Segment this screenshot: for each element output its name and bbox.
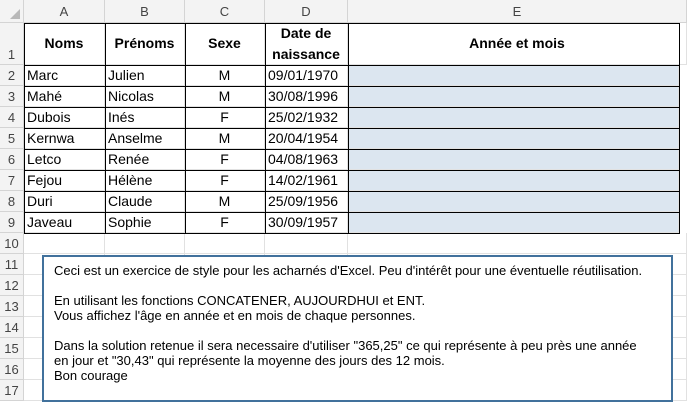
row-header-3[interactable]: 3 <box>0 86 24 107</box>
column-header-c[interactable]: C <box>185 0 265 23</box>
cell-nom[interactable]: Marc <box>24 65 105 86</box>
table-border-line <box>679 23 680 234</box>
cell-prenom[interactable]: Renée <box>105 149 185 170</box>
row-header-14[interactable]: 14 <box>0 317 24 338</box>
cell-annee-et-mois[interactable] <box>348 170 679 191</box>
cell-sexe[interactable]: M <box>185 128 265 149</box>
cell-annee-et-mois[interactable] <box>348 149 679 170</box>
cell-e10[interactable] <box>348 233 687 254</box>
cell-annee-et-mois[interactable] <box>348 191 679 212</box>
cell-date[interactable]: 25/02/1932 <box>265 107 348 128</box>
row-header-6[interactable]: 6 <box>0 149 24 170</box>
select-all-corner[interactable] <box>0 0 24 23</box>
cell-annee-et-mois[interactable] <box>348 86 679 107</box>
text-box[interactable] <box>42 255 673 402</box>
cell-prenom[interactable]: Julien <box>105 65 185 86</box>
textbox-line: En utilisant les fonctions CONCATENER, AUJOURDHUI et ENT. <box>54 293 426 308</box>
cell-annee-et-mois[interactable] <box>348 212 679 233</box>
cell-nom[interactable]: Letco <box>24 149 105 170</box>
table-border-line <box>24 65 679 66</box>
column-header-d[interactable]: D <box>265 0 348 23</box>
textbox-line: en jour et "30,43" qui représente la moyenne des jours des 12 mois. <box>54 353 445 368</box>
cell-date[interactable]: 30/08/1996 <box>265 86 348 107</box>
table-border-line <box>24 149 679 150</box>
cell-annee-et-mois[interactable] <box>348 65 679 86</box>
cell-date[interactable]: 09/01/1970 <box>265 65 348 86</box>
cell-prenom[interactable]: Sophie <box>105 212 185 233</box>
table-border-line <box>24 107 679 108</box>
row-header-2[interactable]: 2 <box>0 65 24 86</box>
cell-sexe[interactable]: M <box>185 191 265 212</box>
table-header-b[interactable]: Prénoms <box>105 23 185 65</box>
table-border-line <box>24 170 679 171</box>
cell-nom[interactable]: Dubois <box>24 107 105 128</box>
row-header-12[interactable]: 12 <box>0 275 24 296</box>
row-header-1[interactable]: 1 <box>0 23 24 65</box>
table-border-line <box>24 128 679 129</box>
row-header-7[interactable]: 7 <box>0 170 24 191</box>
cell-sexe[interactable]: F <box>185 107 265 128</box>
row-header-16[interactable]: 16 <box>0 359 24 380</box>
cell-prenom[interactable]: Hélène <box>105 170 185 191</box>
textbox-line: Vous affichez l'âge en année et en mois de chaque personnes. <box>54 308 416 323</box>
cell-sexe[interactable]: F <box>185 170 265 191</box>
cell-date[interactable]: 30/09/1957 <box>265 212 348 233</box>
cell-date[interactable]: 20/04/1954 <box>265 128 348 149</box>
cell-sexe[interactable]: F <box>185 149 265 170</box>
cell-annee-et-mois[interactable] <box>348 128 679 149</box>
table-border-line <box>24 212 679 213</box>
row-header-13[interactable]: 13 <box>0 296 24 317</box>
cell-sexe[interactable]: F <box>185 212 265 233</box>
cell-sexe[interactable]: M <box>185 86 265 107</box>
cell-annee-et-mois[interactable] <box>348 107 679 128</box>
cell-prenom[interactable]: Claude <box>105 191 185 212</box>
cell-nom[interactable]: Fejou <box>24 170 105 191</box>
cell-nom[interactable]: Javeau <box>24 212 105 233</box>
textbox-line: Ceci est un exercice de style pour les acharnés d'Excel. Peu d'intérêt pour une éventuelle réutilisation. <box>54 263 643 278</box>
cell-a10[interactable] <box>24 233 105 254</box>
table-header-d[interactable]: Date de naissance <box>265 23 348 65</box>
column-header-b[interactable]: B <box>105 0 185 23</box>
table-border-line <box>24 191 679 192</box>
cell-nom[interactable]: Kernwa <box>24 128 105 149</box>
cell-b10[interactable] <box>105 233 185 254</box>
cell-date[interactable]: 25/09/1956 <box>265 191 348 212</box>
cell-d10[interactable] <box>265 233 348 254</box>
table-header-e[interactable]: Année et mois <box>348 23 687 65</box>
textbox-line: Dans la solution retenue il sera necessaire d'utiliser "365,25" ce qui représente à peu près une année <box>54 338 637 353</box>
row-header-4[interactable]: 4 <box>0 107 24 128</box>
table-border-line <box>24 23 679 24</box>
row-header-9[interactable]: 9 <box>0 212 24 233</box>
table-header-c[interactable]: Sexe <box>185 23 265 65</box>
cell-prenom[interactable]: Anselme <box>105 128 185 149</box>
row-header-10[interactable]: 10 <box>0 233 24 254</box>
row-header-8[interactable]: 8 <box>0 191 24 212</box>
column-header-e[interactable]: E <box>348 0 687 23</box>
textbox-line: Bon courage <box>54 368 128 383</box>
table-header-a[interactable]: Noms <box>24 23 105 65</box>
cell-prenom[interactable]: Inés <box>105 107 185 128</box>
cell-date[interactable]: 14/02/1961 <box>265 170 348 191</box>
row-header-17[interactable]: 17 <box>0 380 24 401</box>
row-header-5[interactable]: 5 <box>0 128 24 149</box>
select-all-icon <box>10 9 20 19</box>
table-border-line <box>24 233 679 234</box>
cell-date[interactable]: 04/08/1963 <box>265 149 348 170</box>
cell-c10[interactable] <box>185 233 265 254</box>
cell-nom[interactable]: Mahé <box>24 86 105 107</box>
cell-prenom[interactable]: Nicolas <box>105 86 185 107</box>
column-header-a[interactable]: A <box>24 0 105 23</box>
table-border-line <box>24 86 679 87</box>
row-header-15[interactable]: 15 <box>0 338 24 359</box>
cell-nom[interactable]: Duri <box>24 191 105 212</box>
row-header-11[interactable]: 11 <box>0 254 24 275</box>
cell-sexe[interactable]: M <box>185 65 265 86</box>
